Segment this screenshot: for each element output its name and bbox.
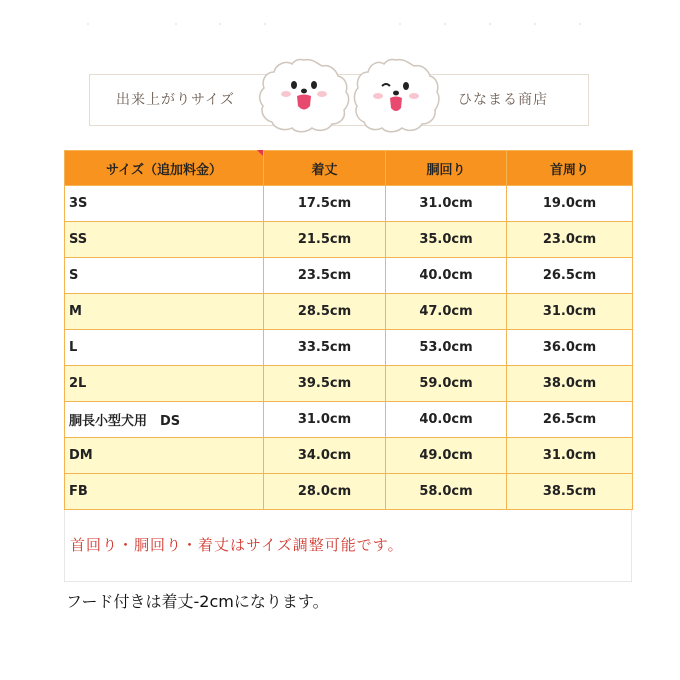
hood-note: フード付きは着丈-2cmになります。 (66, 592, 329, 611)
length-cell: 28.0cm (264, 474, 386, 510)
size-cell: 胴長小型犬用 DS (65, 402, 264, 438)
size-cell: DM (65, 438, 264, 474)
table-row (65, 258, 633, 294)
neck-cell: 23.0cm (507, 222, 633, 258)
size-cell: M (65, 294, 264, 330)
header-size: サイズ（追加料金） (65, 151, 264, 186)
table-row (65, 294, 633, 330)
length-cell: 17.5cm (264, 186, 386, 222)
length-cell: 39.5cm (264, 366, 386, 402)
size-cell: SS (65, 222, 264, 258)
table-row (65, 366, 633, 402)
table-row (65, 402, 633, 438)
length-cell: 31.0cm (264, 402, 386, 438)
neck-cell: 31.0cm (507, 438, 633, 474)
table-header-row (65, 151, 633, 186)
shop-name: ひなまる商店 (458, 92, 548, 108)
waist-cell: 53.0cm (386, 330, 507, 366)
waist-cell: 49.0cm (386, 438, 507, 474)
adjustment-note-box (64, 510, 632, 582)
header-waist: 胴回り (386, 151, 507, 186)
fluffy-dog-face-icon (256, 56, 352, 134)
size-cell: FB (65, 474, 264, 510)
table-row (65, 474, 633, 510)
length-cell: 33.5cm (264, 330, 386, 366)
table-row (65, 186, 633, 222)
table-row (65, 222, 633, 258)
corner-marker (257, 150, 263, 156)
neck-cell: 36.0cm (507, 330, 633, 366)
waist-cell: 40.0cm (386, 402, 507, 438)
table-row (65, 330, 633, 366)
adjustment-note: 首回り・胴回り・着丈はサイズ調整可能です。 (70, 536, 404, 554)
size-cell: S (65, 258, 264, 294)
size-table-container (64, 150, 632, 582)
length-cell: 28.5cm (264, 294, 386, 330)
neck-cell: 31.0cm (507, 294, 633, 330)
fluffy-dog-face-icon (352, 56, 440, 134)
length-cell: 23.5cm (264, 258, 386, 294)
table-row (65, 438, 633, 474)
header-neck: 首周り (507, 151, 633, 186)
waist-cell: 47.0cm (386, 294, 507, 330)
size-table (64, 150, 633, 510)
length-cell: 21.5cm (264, 222, 386, 258)
neck-cell: 38.0cm (507, 366, 633, 402)
waist-cell: 31.0cm (386, 186, 507, 222)
banner-title: 出来上がりサイズ (116, 92, 235, 108)
waist-cell: 40.0cm (386, 258, 507, 294)
size-cell: L (65, 330, 264, 366)
top-dotted-line (0, 22, 680, 26)
neck-cell: 26.5cm (507, 258, 633, 294)
neck-cell: 38.5cm (507, 474, 633, 510)
waist-cell: 59.0cm (386, 366, 507, 402)
size-cell: 2L (65, 366, 264, 402)
neck-cell: 26.5cm (507, 402, 633, 438)
size-cell: 3S (65, 186, 264, 222)
neck-cell: 19.0cm (507, 186, 633, 222)
header-length: 着丈 (264, 151, 386, 186)
length-cell: 34.0cm (264, 438, 386, 474)
waist-cell: 35.0cm (386, 222, 507, 258)
waist-cell: 58.0cm (386, 474, 507, 510)
